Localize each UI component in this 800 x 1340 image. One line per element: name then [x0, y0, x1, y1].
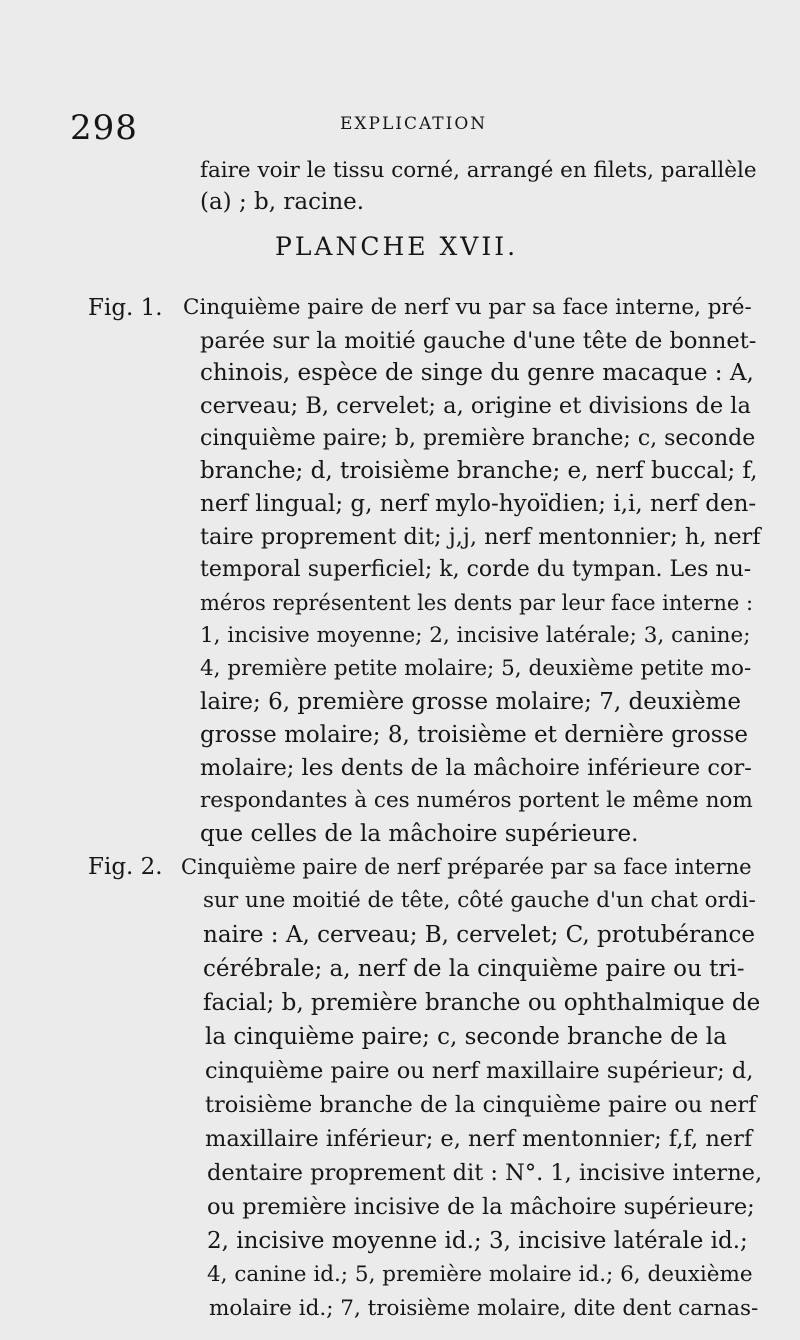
figure-2-line: facial; b, première branche ou ophthalmique de — [203, 990, 761, 1016]
figure-1-line: chinois, espèce de singe du genre macaque : A, — [200, 360, 754, 386]
figure-2-line: 2, incisive moyenne id.; 3, incisive latérale id.; — [207, 1228, 748, 1254]
figure-1-line: cerveau; B, cervelet; a, origine et divisions de la — [200, 393, 751, 419]
figure-1-line: branche; d, troisième branche; e, nerf buccal; f, — [200, 458, 758, 484]
figure-1-line: laire; 6, première grosse molaire; 7, deuxième — [200, 689, 741, 715]
figure-1-line: nerf lingual; g, nerf mylo-hyoïdien; i,i, nerf den- — [200, 491, 757, 517]
figure-1-line: parée sur la moitié gauche d'une tête de bonnet- — [200, 328, 757, 354]
intro-line: (a) ; b, racine. — [200, 189, 365, 215]
running-head: EXPLICATION — [340, 114, 488, 134]
figure-1-line: respondantes à ces numéros portent le même nom — [200, 788, 753, 813]
figure-1-line: Cinquième paire de nerf vu par sa face interne, pré- — [183, 295, 752, 320]
figure-1-line: taire proprement dit; j,j, nerf mentonnier; h, nerf — [200, 524, 761, 550]
figure-2-line: 4, canine id.; 5, première molaire id.; 6, deuxième — [207, 1262, 753, 1287]
intro-line: faire voir le tissu corné, arrangé en filets, parallèle — [200, 158, 757, 183]
figure-2-line: cérébrale; a, nerf de la cinquième paire ou tri- — [203, 956, 745, 982]
figure-1-line: méros représentent les dents par leur face interne : — [200, 591, 754, 615]
figure-2-line: maxillaire inférieur; e, nerf mentonnier; f,f, nerf — [205, 1126, 753, 1152]
figure-2-line: troisième branche de la cinquième paire ou nerf — [205, 1092, 757, 1118]
figure-1-line: 4, première petite molaire; 5, deuxième petite mo- — [200, 656, 752, 681]
figure-1-label: Fig. 1. — [88, 295, 163, 321]
figure-1-line: grosse molaire; 8, troisième et dernière grosse — [200, 722, 749, 748]
figure-2-line: sur une moitié de tête, côté gauche d'un chat ordi- — [203, 888, 756, 913]
figure-2-line: ou première incisive de la mâchoire supérieure; — [207, 1194, 755, 1220]
figure-1-line: 1, incisive moyenne; 2, incisive latérale; 3, canine; — [200, 623, 751, 648]
figure-1-line: cinquième paire; b, première branche; c, seconde — [200, 426, 756, 451]
figure-2-label: Fig. 2. — [88, 854, 163, 880]
figure-1-line: molaire; les dents de la mâchoire inférieure cor- — [200, 755, 752, 781]
figure-2-line: cinquième paire ou nerf maxillaire supérieur; d, — [205, 1058, 754, 1084]
figure-2-line: molaire id.; 7, troisième molaire, dite dent carnas- — [209, 1296, 759, 1321]
page-number: 298 — [70, 108, 138, 148]
figure-1-line: que celles de la mâchoire supérieure. — [200, 821, 639, 847]
figure-2-line: dentaire proprement dit : N°. 1, incisive interne, — [207, 1160, 763, 1186]
figure-2-line: la cinquième paire; c, seconde branche de la — [205, 1024, 727, 1050]
figure-2-line: naire : A, cerveau; B, cervelet; C, protubérance — [203, 922, 756, 948]
figure-1-line: temporal superficiel; k, corde du tympan. Les nu- — [200, 557, 752, 582]
figure-2-line: Cinquième paire de nerf préparée par sa face interne — [181, 855, 752, 879]
plate-title: PLANCHE XVII. — [275, 232, 519, 261]
